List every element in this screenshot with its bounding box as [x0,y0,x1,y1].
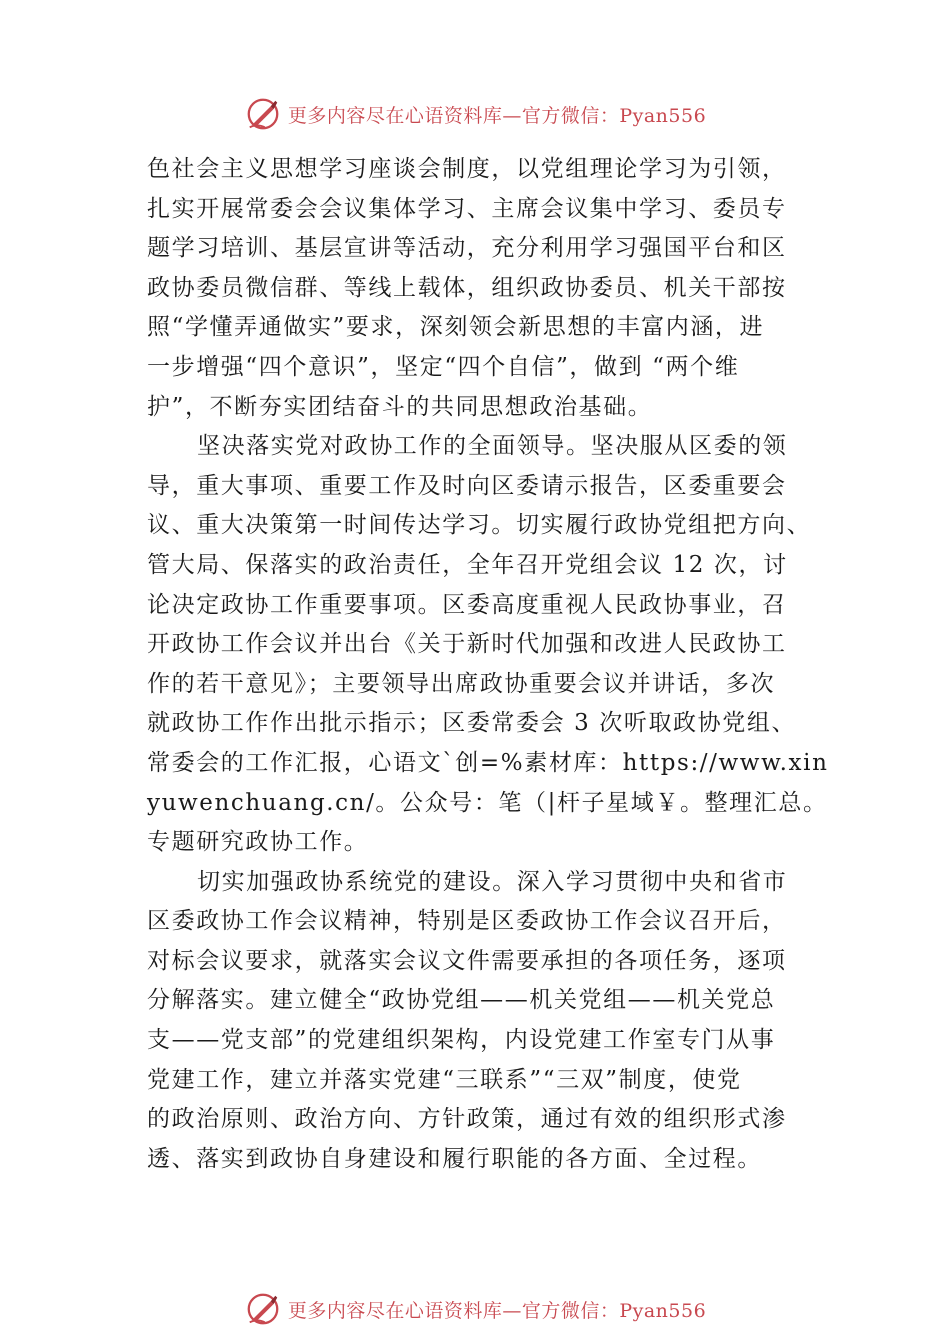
text-line: 议、重大决策第一时间传达学习。切实履行政协党组把方向、 [147,512,812,539]
footer-banner [0,1287,950,1331]
text-line: 坚决落实党对政协工作的全面领导。坚决服从区委的领 [197,433,788,460]
document-body [147,150,829,1179]
pen-logo-icon [244,95,282,133]
text-line: 分解落实。建立健全“政协党组——机关党组——机关党总 [147,987,776,1014]
paragraph [147,863,812,1180]
text-line: 常委会的工作汇报，心语文`创=%素材库：https://www.xin [147,749,829,776]
text-line: 区委政协工作会议精神，特别是区委政协工作会议召开后， [147,908,787,935]
text-line: 对标会议要求，就落实会议文件需要承担的各项任务，逐项 [147,947,787,974]
text-line: 开政协工作会议并出台《关于新时代加强和改进人民政协工 [147,631,787,658]
text-line: yuwenchuang.cn/。公众号：笔（|杆子星域￥。整理汇总。 [147,789,828,816]
text-line: 护”，不断夯实团结奋斗的共同思想政治基础。 [147,393,653,420]
text-line: 的政治原则、政治方向、方针政策，通过有效的组织形式渗 [147,1106,787,1133]
header-banner [0,92,950,136]
text-line: 就政协工作作出批示指示；区委常委会 3 次听取政协党组、 [147,710,797,737]
text-line: 作的若干意见》；主要领导出席政协重要会议并讲话，多次 [147,670,776,697]
text-line: 扎实开展常委会会议集体学习、主席会议集中学习、委员专 [147,195,787,222]
text-line: 支——党支部”的党建组织架构，内设党建工作室专门从事 [147,1027,776,1054]
paragraph [147,150,812,427]
text-line: 透、落实到政协自身建设和履行职能的各方面、全过程。 [147,1145,762,1172]
text-line: 党建工作，建立并落实党建“三联系”“三双”制度，使党 [147,1066,742,1093]
text-line: 切实加强政协系统党的建设。深入学习贯彻中央和省市 [197,868,788,895]
banner-text: 更多内容尽在心语资料库—官方微信：Pyan556 [287,1299,707,1322]
text-line: 照“学懂弄通做实”要求，深刻领会新思想的丰富内涵，进 [147,314,765,341]
text-line: 专题研究政协工作。 [147,829,369,856]
paragraph [147,427,829,863]
pen-logo-icon [244,1290,282,1328]
text-line: 导，重大事项、重要工作及时向区委请示报告，区委重要会 [147,472,787,499]
text-line: 论决定政协工作重要事项。区委高度重视人民政协事业，召 [147,591,787,618]
banner-text: 更多内容尽在心语资料库—官方微信：Pyan556 [287,104,707,127]
text-line: 政协委员微信群、等线上载体，组织政协委员、机关干部按 [147,274,787,301]
text-line: 一步增强“四个意识”，坚定“四个自信”，做到 “两个维 [147,353,740,380]
text-line: 色社会主义思想学习座谈会制度，以党组理论学习为引领， [147,156,787,182]
text-line: 题学习培训、基层宣讲等活动，充分利用学习强国平台和区 [147,235,787,262]
text-line: 管大局、保落实的政治责任，全年召开党组会议 12 次，讨 [147,551,788,578]
